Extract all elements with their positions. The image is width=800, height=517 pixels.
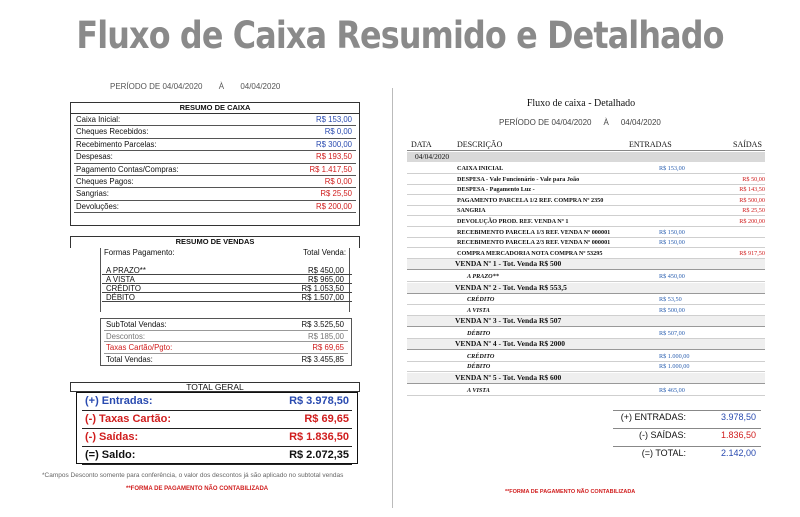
venda-row bbox=[102, 293, 352, 302]
vendas-list bbox=[102, 266, 352, 306]
summary-value: 2.142,00 bbox=[720, 448, 756, 459]
summary-row bbox=[598, 430, 758, 446]
detail-in: R$ 507,00 bbox=[659, 329, 685, 337]
total-label: (=) Saldo: bbox=[85, 449, 136, 461]
detail-desc: CRÉDITO bbox=[467, 352, 495, 360]
resumo-value: R$ 0,00 bbox=[324, 176, 352, 186]
resumo-row bbox=[74, 176, 356, 188]
detail-row bbox=[407, 238, 765, 248]
detail-desc: RECEBIMENTO PARCELA 1/3 REF. VENDA Nº 000001 bbox=[457, 228, 611, 236]
detail-in: R$ 153,00 bbox=[659, 165, 685, 172]
total-label: (-) Taxas Cartão: bbox=[85, 413, 171, 425]
total-row bbox=[82, 430, 352, 447]
detail-row bbox=[407, 206, 765, 216]
total-vendas-row: Total Vendas: R$ 3.455,85 bbox=[106, 354, 344, 364]
detail-desc: VENDA Nº 2 - Tot. Venda R$ 553,5 bbox=[455, 282, 567, 292]
resumo-row bbox=[74, 114, 356, 126]
detail-out: R$ 200,00 bbox=[739, 218, 765, 225]
detail-in: R$ 1.000,00 bbox=[659, 352, 690, 360]
summary-label: (-) SAÍDAS: bbox=[638, 430, 686, 441]
summary-row bbox=[598, 448, 758, 464]
detail-row bbox=[407, 196, 765, 206]
detail-row bbox=[407, 164, 765, 174]
detail-in: R$ 53,50 bbox=[659, 296, 682, 303]
resumo-label: Pagamento Contas/Compras: bbox=[76, 164, 179, 174]
venda-row bbox=[102, 275, 352, 284]
detail-row bbox=[407, 217, 765, 227]
header-desc: DESCRIÇÃO bbox=[457, 140, 503, 149]
venda-value: R$ 965,00 bbox=[308, 275, 344, 284]
detail-desc: DÉBITO bbox=[467, 363, 491, 371]
detail-desc: A VISTA bbox=[467, 386, 490, 394]
subtotal-row: SubTotal Vendas: R$ 3.525,50 bbox=[104, 319, 348, 331]
detail-in: R$ 150,00 bbox=[659, 239, 685, 247]
resumo-row bbox=[74, 164, 356, 176]
resumo-caixa-title: RESUMO DE CAIXA bbox=[71, 103, 359, 114]
venda-label: DÉBITO bbox=[106, 293, 135, 302]
detail-desc: A VISTA bbox=[467, 306, 490, 314]
detail-desc: DESPESA - Pagamento Luz - bbox=[457, 186, 535, 194]
resumo-panel bbox=[30, 76, 370, 506]
header-in: ENTRADAS bbox=[629, 140, 672, 149]
detail-in: R$ 1.000,00 bbox=[659, 363, 690, 371]
venda-group-row bbox=[407, 316, 765, 327]
total-row bbox=[82, 448, 352, 465]
header-out: SAÍDAS bbox=[733, 140, 762, 149]
resumo-label: Sangrias: bbox=[76, 189, 109, 199]
detail-row bbox=[407, 295, 765, 305]
detail-desc: CAIXA INICIAL bbox=[457, 165, 504, 172]
summary-value: 1.836,50 bbox=[720, 430, 756, 441]
summary-label: (=) TOTAL: bbox=[641, 448, 686, 459]
detail-row bbox=[407, 228, 765, 238]
resumo-label: Devoluções: bbox=[76, 201, 119, 211]
venda-row bbox=[102, 284, 352, 293]
detail-out: R$ 25,50 bbox=[742, 207, 765, 215]
detail-row bbox=[407, 185, 765, 195]
venda-group-row bbox=[407, 373, 765, 384]
detail-in: R$ 500,00 bbox=[659, 306, 685, 314]
detail-row bbox=[407, 272, 765, 282]
detail-desc: DÉBITO bbox=[467, 329, 491, 337]
summary-label: (+) ENTRADAS: bbox=[620, 412, 686, 423]
warning-left: **FORMA DE PAGAMENTO NÃO CONTABILIZADA bbox=[126, 486, 269, 492]
summary-line bbox=[613, 446, 761, 447]
resumo-value: R$ 200,00 bbox=[316, 201, 352, 211]
detail-in: R$ 465,00 bbox=[659, 386, 685, 394]
detail-desc: VENDA Nº 5 - Tot. Venda R$ 600 bbox=[455, 373, 562, 382]
summary-line bbox=[613, 410, 761, 411]
venda-value: R$ 1.507,00 bbox=[301, 293, 344, 302]
page-title: Fluxo de Caixa Resumido e Detalhado bbox=[76, 14, 724, 57]
detail-row bbox=[407, 329, 765, 339]
venda-group-row bbox=[407, 259, 765, 270]
resumo-label: Recebimento Parcelas: bbox=[76, 139, 157, 149]
resumo-value: R$ 0,00 bbox=[324, 127, 352, 137]
resumo-value: R$ 153,00 bbox=[316, 115, 352, 124]
venda-value: R$ 1.053,50 bbox=[301, 284, 344, 293]
detail-desc: A PRAZO** bbox=[467, 272, 499, 280]
desconto-note: *Campos Desconto somente para conferência, o valor dos descontos já são aplicado no subtotal vendas bbox=[42, 472, 344, 479]
detail-row bbox=[407, 362, 765, 372]
resumo-row bbox=[74, 188, 356, 200]
descontos-row: Descontos: R$ 185,00 bbox=[104, 331, 348, 343]
venda-label: A PRAZO** bbox=[106, 266, 146, 275]
resumo-label: Despesas: bbox=[76, 152, 113, 162]
total-row bbox=[82, 394, 352, 411]
resumo-vendas-title: RESUMO DE VENDAS bbox=[175, 237, 255, 246]
detail-desc: DESPESA - Vale Funcionário - Vale para João bbox=[457, 175, 580, 183]
vendas-subtotal-box bbox=[100, 318, 352, 366]
detail-desc: CRÉDITO bbox=[467, 296, 495, 303]
resumo-value: R$ 193,50 bbox=[316, 152, 352, 162]
detalhado-panel bbox=[392, 88, 768, 508]
total-geral-box bbox=[76, 392, 358, 464]
detail-row bbox=[407, 175, 765, 185]
detail-desc: VENDA Nº 3 - Tot. Venda R$ 507 bbox=[455, 316, 562, 326]
detalhado-header bbox=[407, 140, 765, 151]
detail-out: R$ 143,50 bbox=[739, 186, 765, 194]
detail-row bbox=[407, 306, 765, 316]
venda-group-row bbox=[407, 283, 765, 294]
summary-row bbox=[598, 412, 758, 428]
total-label: (+) Entradas: bbox=[85, 395, 153, 407]
resumo-row bbox=[74, 126, 356, 138]
detail-desc: RECEBIMENTO PARCELA 2/3 REF. VENDA Nº 000001 bbox=[457, 239, 611, 247]
total-value: R$ 1.836,50 bbox=[289, 431, 349, 443]
summary-line bbox=[613, 428, 761, 429]
resumo-caixa-box bbox=[70, 102, 360, 226]
resumo-value: R$ 300,00 bbox=[316, 139, 352, 149]
resumo-vendas-title-box bbox=[70, 236, 360, 248]
detail-row bbox=[407, 352, 765, 362]
total-value: R$ 2.072,35 bbox=[289, 449, 349, 461]
detail-in: R$ 450,00 bbox=[659, 272, 685, 280]
total-value: R$ 3.978,50 bbox=[289, 395, 349, 407]
detail-in: R$ 150,00 bbox=[659, 228, 685, 236]
resumo-label: Caixa Inicial: bbox=[76, 115, 121, 124]
detail-row bbox=[407, 249, 765, 259]
venda-row bbox=[102, 266, 352, 275]
total-row bbox=[82, 412, 352, 429]
vendas-header: Formas Pagamento: Total Venda: bbox=[104, 248, 346, 257]
detail-row bbox=[407, 386, 765, 396]
summary-value: 3.978,50 bbox=[720, 412, 756, 423]
resumo-row bbox=[74, 151, 356, 163]
total-value: R$ 69,65 bbox=[304, 413, 349, 425]
header-date: DATA bbox=[411, 140, 432, 149]
detail-desc: VENDA Nº 1 - Tot. Venda R$ 500 bbox=[455, 259, 562, 269]
venda-label: A VISTA bbox=[106, 275, 135, 284]
warning-right: **FORMA DE PAGAMENTO NÃO CONTABILIZADA bbox=[505, 489, 636, 495]
detail-desc: PAGAMENTO PARCELA 1/2 REF. COMPRA Nº 2350 bbox=[457, 196, 604, 204]
resumo-row bbox=[74, 201, 356, 213]
total-geral-title: TOTAL GERAL bbox=[70, 382, 360, 392]
detail-out: R$ 500,00 bbox=[739, 196, 765, 204]
venda-group-row bbox=[407, 339, 765, 350]
venda-value: R$ 450,00 bbox=[308, 266, 344, 275]
resumo-label: Cheques Pagos: bbox=[76, 176, 134, 186]
resumo-value: R$ 25,50 bbox=[320, 189, 352, 199]
period-right: PERÍODO DE 04/04/2020 À 04/04/2020 bbox=[499, 118, 661, 127]
detail-desc: COMPRA MERCADORIA NOTA COMPRA Nº 53295 bbox=[457, 249, 603, 257]
detail-out: R$ 50,00 bbox=[742, 175, 765, 183]
date-row: 04/04/2020 bbox=[407, 152, 765, 162]
taxas-row: Taxas Cartão/Pgto: R$ 69,65 bbox=[104, 342, 348, 354]
resumo-row bbox=[74, 139, 356, 151]
detail-desc: SANGRIA bbox=[457, 207, 486, 215]
venda-label: CRÉDITO bbox=[106, 284, 141, 293]
resumo-label: Cheques Recebidos: bbox=[76, 127, 149, 137]
detail-desc: VENDA Nº 4 - Tot. Venda R$ 2000 bbox=[455, 339, 565, 349]
total-label: (-) Saídas: bbox=[85, 431, 139, 443]
period-left: PERÍODO DE 04/04/2020 À 04/04/2020 bbox=[110, 82, 281, 91]
detalhado-title: Fluxo de caixa - Detalhado bbox=[526, 98, 636, 109]
detail-desc: DEVOLUÇÃO PROD. REF. VENDA Nº 1 bbox=[457, 218, 569, 225]
detail-out: R$ 917,50 bbox=[739, 249, 765, 257]
resumo-value: R$ 1.417,50 bbox=[309, 164, 352, 174]
